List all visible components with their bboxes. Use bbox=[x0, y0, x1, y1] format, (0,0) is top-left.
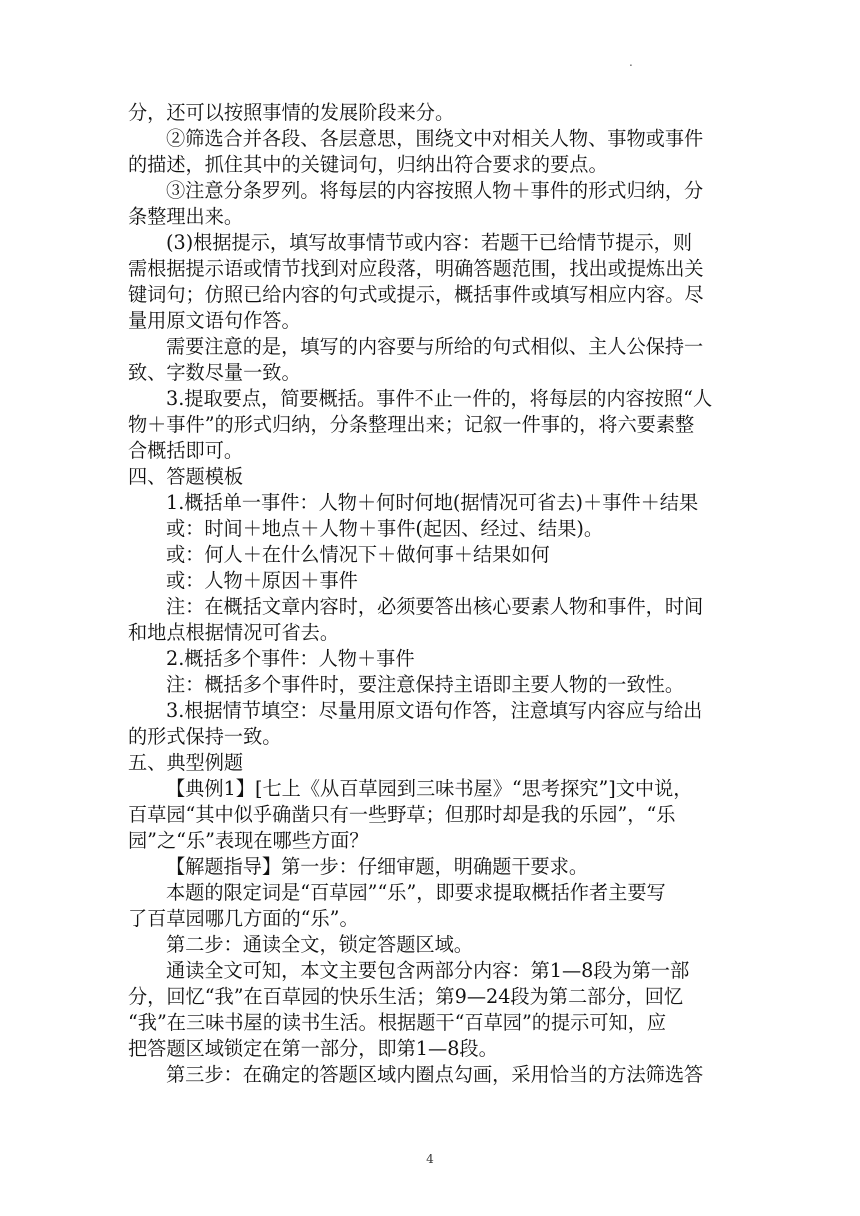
text-line: 量用原文语句作答。 bbox=[128, 309, 301, 332]
text-line: 的形式保持一致。 bbox=[128, 725, 282, 748]
text-line: 把答题区域锁定在第一部分，即第1—8段。 bbox=[128, 1037, 498, 1060]
text-line: 需要注意的是，填写的内容要与所给的句式相似、主人公保持一 bbox=[166, 335, 704, 358]
text-line: 通读全文可知，本文主要包含两部分内容：第1—8段为第一部 bbox=[166, 959, 690, 982]
text-line: 或：何人＋在什么情况下＋做何事＋结果如何 bbox=[166, 543, 550, 566]
text-line: 致、字数尽量一致。 bbox=[128, 361, 301, 384]
text-line: 键词句；仿照已给内容的句式或提示，概括事件或填写相应内容。尽 bbox=[128, 283, 704, 306]
text-line: 园”之“乐”表现在哪些方面？ bbox=[128, 829, 369, 852]
text-line: 第二步：通读全文，锁定答题区域。 bbox=[166, 933, 473, 956]
text-line: ③注意分条罗列。将每层的内容按照人物＋事件的形式归纳，分 bbox=[166, 179, 704, 202]
text-line: 2.概括多个事件：人物＋事件 bbox=[166, 647, 415, 670]
text-line: 四、答题模板 bbox=[128, 465, 244, 488]
text-line: 注：在概括文章内容时，必须要答出核心要素人物和事件，时间 bbox=[166, 595, 704, 618]
text-line: 3.提取要点，简要概括。事件不止一件的，将每层的内容按照“人 bbox=[166, 387, 713, 410]
text-line: 和地点根据情况可省去。 bbox=[128, 621, 340, 644]
text-line: 1.概括单一事件：人物＋何时何地(据情况可省去)＋事件＋结果 bbox=[166, 491, 699, 514]
text-line: 分，还可以按照事情的发展阶段来分。 bbox=[128, 101, 455, 124]
text-line: 了百草园哪几方面的“乐”。 bbox=[128, 907, 359, 930]
text-line: (3)根据提示，填写故事情节或内容：若题干已给情节提示，则 bbox=[166, 231, 693, 254]
text-line: 的描述，抓住其中的关键词句，归纳出符合要求的要点。 bbox=[128, 153, 608, 176]
page-number: 4 bbox=[426, 1152, 434, 1166]
text-line: 【典例1】[七上《从百草园到三味书屋》“思考探究”]文中说， bbox=[166, 777, 693, 800]
text-line: “我”在三味书屋的读书生活。根据题干“百草园”的提示可知，应 bbox=[128, 1011, 667, 1034]
text-line: 注：概括多个事件时，要注意保持主语即主要人物的一致性。 bbox=[166, 673, 685, 696]
text-line: 条整理出来。 bbox=[128, 205, 244, 228]
text-line: 本题的限定词是“百草园”“乐”，即要求提取概括作者主要写 bbox=[166, 881, 666, 904]
text-line: 五、典型例题 bbox=[128, 751, 244, 774]
text-line: 第三步：在确定的答题区域内圈点勾画，采用恰当的方法筛选答 bbox=[166, 1063, 704, 1086]
body-text bbox=[128, 100, 740, 1088]
text-line: 需根据提示语或情节找到对应段落，明确答题范围，找出或提炼出关 bbox=[128, 257, 704, 280]
text-line: 或：人物＋原因＋事件 bbox=[166, 569, 358, 592]
text-line: 百草园“其中似乎确凿只有一些野草；但那时却是我的乐园”，“乐 bbox=[128, 803, 676, 826]
text-line: 3.根据情节填空：尽量用原文语句作答，注意填写内容应与给出 bbox=[166, 699, 703, 722]
page-marker: . bbox=[629, 55, 633, 69]
text-line: 分，回忆“我”在百草园的快乐生活；第9—24段为第二部分，回忆 bbox=[128, 985, 684, 1008]
text-line: 物＋事件”的形式归纳，分条整理出来；记叙一件事的，将六要素整 bbox=[128, 413, 695, 436]
text-line: 合概括即可。 bbox=[128, 439, 244, 462]
text-line: 【解题指导】第一步：仔细审题，明确题干要求。 bbox=[166, 855, 589, 878]
text-line: ②筛选合并各段、各层意思，围绕文中对相关人物、事物或事件 bbox=[166, 127, 704, 150]
text-line: 或：时间＋地点＋人物＋事件(起因、经过、结果)。 bbox=[166, 517, 604, 540]
